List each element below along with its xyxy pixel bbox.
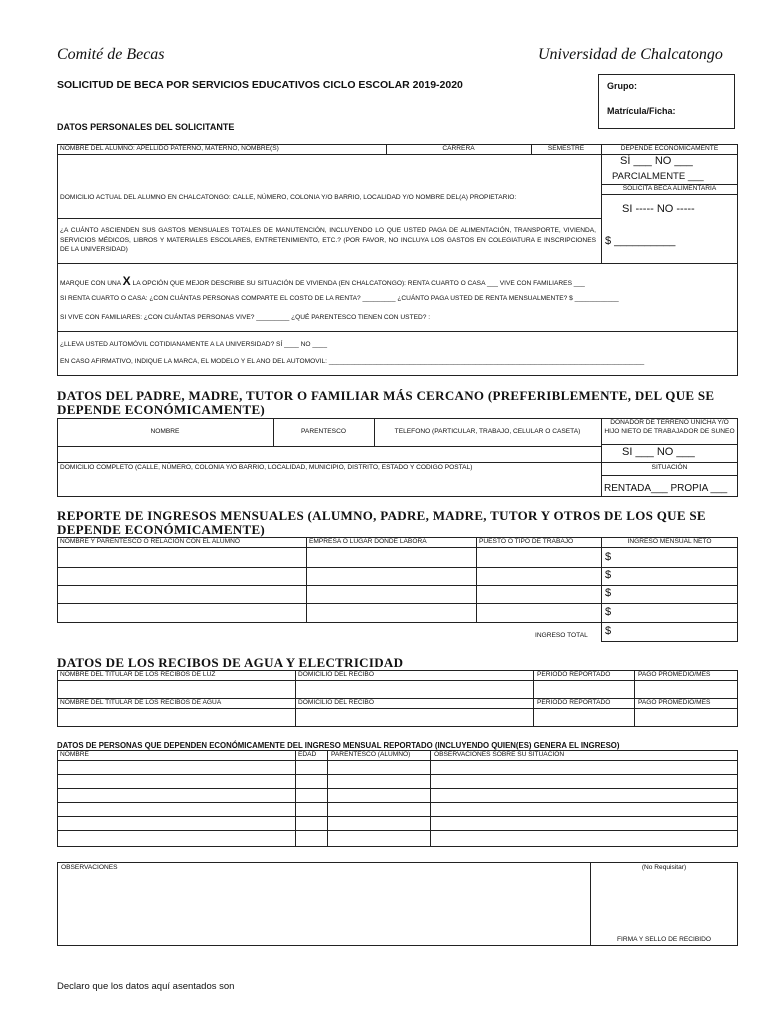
ingreso-dollar-2[interactable]: $: [605, 569, 612, 581]
gastos-amount[interactable]: $ __________: [605, 235, 676, 247]
declaration-text: Declaro que los datos aquí asentados son: [57, 981, 235, 992]
grupo-matricula-box[interactable]: [598, 74, 735, 129]
personal-section-title: DATOS PERSONALES DEL SOLICITANTE: [57, 122, 235, 132]
ingreso-dollar-3[interactable]: $: [605, 587, 612, 599]
auto-detail: EN CASO AFIRMATIVO, INDIQUE LA MARCA, EL MODELO Y EL AÑO DEL AUTOMÓVIL: ______________________________________________________________________________________: [60, 358, 645, 365]
carrera-header: CARRERA: [442, 145, 475, 152]
depende-si-no[interactable]: SÍ ___ NO ___: [620, 155, 693, 167]
vivienda-question: [60, 274, 585, 288]
renta-question: SI RENTA CUARTO O CASA: ¿CON CUÁNTAS PERSONAS COMPARTE EL COSTO DE LA RENTA? _________ ¿CUÁNTO PAGA USTED DE RENTA MENSUALMENTE? $ ____________: [60, 295, 619, 302]
ingresos-section-title: REPORTE DE INGRESOS MENSUALES (ALUMNO, PADRE, MADRE, TUTOR Y OTROS DE LOS QUE SE DEPENDE ECONÓMICAMENTE): [57, 508, 706, 537]
padre-section-title: DATOS DEL PADRE, MADRE, TUTOR O FAMILIAR MÁS CERCANO (PREFERIBLEMENTE, DEL QUE SE DEPENDE ECONÓMICAMENTE): [57, 388, 715, 417]
luz-titular-header: NOMBRE DEL TITULAR DE LOS RECIBOS DE LUZ: [60, 671, 216, 678]
dep-parentesco-header: PARENTESCO (ALUMNO): [331, 751, 411, 758]
padre-parentesco-header: PARENTESCO: [301, 428, 346, 435]
dep-edad-header: EDAD: [298, 751, 317, 758]
agua-periodo-header: PERIODO REPORTADO: [537, 699, 611, 706]
beca-alimentaria-si-no[interactable]: SI ----- NO -----: [622, 203, 695, 215]
dependientes-section-title: DATOS DE PERSONAS QUE DEPENDEN ECONÓMICAMENTE DEL INGRESO MENSUAL REPORTADO (INCLUYENDO QUIEN(ES) GENERA EL INGRESO): [57, 741, 620, 750]
ingreso-total-dollar[interactable]: $: [605, 625, 612, 637]
ingresos-col-puesto: PUESTO O TIPO DE TRABAJO: [479, 538, 574, 545]
rentada-propia[interactable]: RENTADA___ PROPIA ___: [604, 483, 728, 494]
vivienda-text-b: LA OPCIÓN QUE MEJOR DESCRIBE SU SITUACIÓN DE VIVIENDA (EN CHALCATONGO): RENTA CUARTO O CASA ___ VIVE CON FAMILIARES ___: [132, 280, 585, 287]
domicilio-label: DOMICILIO ACTUAL DEL ALUMNO EN CHALCATONGO: CALLE, NÚMERO, COLONIA Y/O BARRIO, LOCALIDAD Y/O NOMBRE DEL(A) PROPIETARIO:: [60, 194, 517, 201]
dep-nombre-header: NOMBRE: [60, 751, 89, 758]
gastos-question: ¿A CUÁNTO ASCIENDEN SUS GASTOS MENSUALES TOTALES DE MANUTENCIÓN, INCLUYENDO LO QUE USTED PAGA DE ALIMENTACIÓN, TRANSPORTE, VIVIENDA, SERVICIOS MÉDICOS, LIBROS Y MATERIALES ESCOLARES, ENTRETENIMIENTO, ETC.? (POR FAVOR, NO INCLUYA LOS GASTOS EN COLEGIATURA E INSCRIPCIONES DE LA UNIVERSIDAD): [60, 227, 596, 253]
donador-header: DONADOR DE TERRENO UNICHA Y/O HIJO NIETO DE TRABAJADOR DE SUNEO: [604, 419, 735, 435]
agua-titular-header: NOMBRE DEL TITULAR DE LOS RECIBOS DE AGUA: [60, 699, 222, 706]
student-name-field[interactable]: [60, 155, 385, 185]
ingreso-dollar-4[interactable]: $: [605, 606, 612, 618]
vivienda-x-mark: X: [122, 274, 131, 288]
dep-observaciones-header: OBSERVACIONES SOBRE SU SITUACIÓN: [434, 751, 565, 758]
semestre-header: SEMESTRE: [547, 145, 585, 152]
ingreso-total-label: INGRESO TOTAL: [535, 632, 588, 639]
auto-question: ¿LLEVA USTED AUTOMÓVIL COTIDIANAMENTE A LA UNIVERSIDAD? SÍ ____ NO ____: [60, 341, 328, 348]
beca-alimentaria-header: SOLICITA BECA ALIMENTARIA: [622, 185, 717, 192]
depende-header: DEPENDE ECONÓMICAMENTE: [620, 145, 719, 152]
agua-pago-header: PAGO PROMEDIO/MES: [638, 699, 711, 706]
luz-domicilio-header: DOMICILIO DEL RECIBO: [298, 671, 374, 678]
matricula-label: Matrícula/Ficha:: [607, 106, 676, 116]
observaciones-box[interactable]: [57, 862, 738, 946]
dependientes-table: [57, 750, 738, 847]
donador-si-no[interactable]: SI ___ NO ___: [622, 446, 695, 458]
situacion-header: SITUACIÓN: [651, 464, 688, 471]
form-title: SOLICITUD DE BECA POR SERVICIOS EDUCATIVOS CICLO ESCOLAR 2019-2020: [57, 79, 463, 91]
padre-domicilio-label: DOMICILIO COMPLETO (CALLE, NÚMERO, COLONIA Y/O BARRIO, LOCALIDAD, MUNICIPIO, DISTRITO, ESTADO Y CODIGO POSTAL): [60, 464, 473, 471]
ingresos-col-empresa: EMPRESA O LUGAR DONDE LABORA: [309, 538, 427, 545]
familiares-question: SI VIVE CON FAMILIARES: ¿CON CUÁNTAS PERSONAS VIVE? _________ ¿QUÉ PARENTESCO TIENEN CON USTED? :: [60, 314, 431, 321]
grupo-label: Grupo:: [607, 81, 637, 91]
ingresos-col-neto: INGRESO MENSUAL NETO: [627, 538, 712, 545]
padre-telefono-header: TELEFONO (PARTICULAR, TRABAJO, CELULAR O CASETA): [394, 428, 581, 435]
firma-sello-label: FIRMA Y SELLO DE RECIBIDO: [617, 936, 711, 943]
carrera-field[interactable]: [387, 155, 531, 185]
observaciones-label: OBSERVACIONES: [61, 864, 118, 871]
luz-pago-header: PAGO PROMEDIO/MES: [638, 671, 711, 678]
luz-periodo-header: PERIODO REPORTADO: [537, 671, 611, 678]
semestre-field[interactable]: [532, 155, 601, 185]
committee-name: Comité de Becas: [57, 46, 165, 63]
agua-domicilio-header: DOMICILIO DEL RECIBO: [298, 699, 374, 706]
university-name: Universidad de Chalcatongo: [538, 46, 723, 63]
no-requisitar-label: (No Requisitar): [641, 864, 687, 871]
student-name-header: NOMBRE DEL ALUMNO: APELLIDO PATERNO, MATERNO, NOMBRE(S): [60, 145, 279, 152]
ingreso-dollar-1[interactable]: $: [605, 551, 612, 563]
depende-parcialmente[interactable]: PARCIALMENTE ___: [612, 171, 704, 182]
ingresos-col-nombre: NOMBRE Y PARENTESCO O RELACIÓN CON EL ALUMNO: [60, 538, 241, 545]
padre-nombre-header: NOMBRE: [150, 428, 180, 435]
vivienda-text-a: MARQUE CON UNA: [60, 280, 121, 287]
recibos-section-title: DATOS DE LOS RECIBOS DE AGUA Y ELECTRICIDAD: [57, 655, 404, 670]
